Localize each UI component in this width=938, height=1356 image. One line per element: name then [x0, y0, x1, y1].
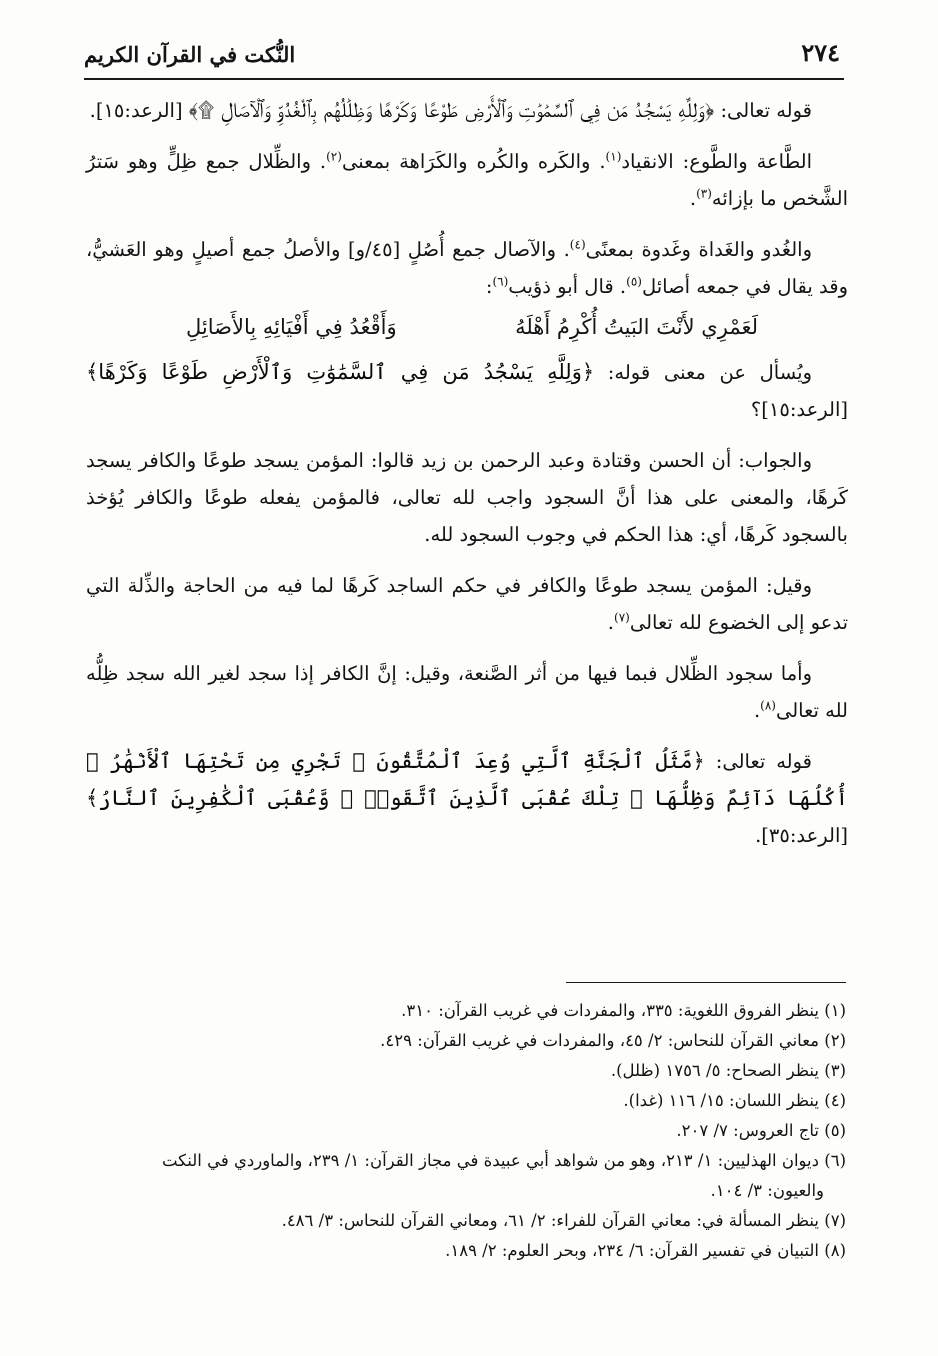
footnote-1: (١) ينظر الفروق اللغوية: ٣٣٥، والمفردات في غريب القرآن: ٣١٠. [401, 1001, 846, 1020]
footnote-6-continued: والعيون: ٣/ ١٠٤. [710, 1181, 824, 1200]
footnote-marker[interactable]: (٢) [326, 149, 342, 164]
paragraph-answer: والجواب: أن الحسن وقتادة وعبد الرحمن بن زيد قالوا: المؤمن يسجد طوعًا والكافر يسجد كَرهًا، والمعنى على هذا أنَّ السجود واجب لله تعالى، فالمؤمن يفعله طوعًا والكافر يُؤخذ بالسجود كَرهًا، أي: هذا الحكم في وجوب السجود لله. [86, 449, 848, 546]
verse-first-hemistich: لَعَمْرِي لأَنْتَ البَيتُ أُكْرِمُ أَهْلَهُ [515, 315, 758, 339]
footnote-4: (٤) ينظر اللسان: ١٥/ ١١٦ (غدا). [623, 1091, 846, 1110]
footnote-7: (٧) ينظر المسألة في: معاني القرآن للفراء: ٢/ ٦١، ومعاني القرآن للنحاس: ٣/ ٤٨٦. [281, 1211, 846, 1230]
paragraph-verse-15 [86, 92, 848, 129]
paragraph-definitions [86, 143, 848, 217]
lead-text: قوله تعالى: [704, 750, 812, 773]
lead-text: قوله تعالى: [714, 99, 812, 122]
citation: [الرعد:١٥]؟ [750, 398, 848, 421]
text-segment: : [485, 275, 493, 298]
footnote-3: (٣) ينظر الصحاح: ٥/ ١٧٥٦ (ظلل). [610, 1061, 846, 1080]
paragraph-alternative-1 [86, 567, 848, 641]
footnotes [86, 996, 846, 1266]
page-header [84, 36, 844, 80]
text-segment: وقيل: المؤمن يسجد طوعًا والكافر في حكم الساجد كَرهًا لما فيه من الحاجة والذِّلة التي تدعو إلى الخضوع لله تعالى [86, 574, 848, 634]
poetry-verse [86, 309, 848, 346]
citation: [الرعد:١٥]. [89, 99, 189, 122]
verse-second-hemistich: وَأَقْعُدُ فِي أَفْيَائِهِ بِالأَصَائِلِ [186, 315, 397, 339]
footnote-separator [566, 982, 846, 983]
paragraph-verse-35 [86, 743, 848, 854]
page-number: ٢٧٤ [801, 38, 840, 67]
text-segment: . [753, 699, 761, 722]
footnote-marker[interactable]: (٣) [696, 186, 712, 201]
text-segment: . [607, 611, 614, 634]
text-segment: . والكَره والكُره والكَرَاهة بمعنى [341, 150, 606, 173]
lead-text: ويُسأل عن معنى قوله: [594, 361, 812, 384]
text-segment: وأما سجود الظِّلال فبما فيها من أثر الصَّنعة، وقيل: إنَّ الكافر إذا سجد لغير الله سجد ظِلُّه لله تعالى [86, 662, 848, 722]
footnote-marker[interactable]: (٦) [492, 274, 509, 289]
paragraph-alternative-2 [86, 655, 848, 729]
paragraph-ghudu [86, 231, 848, 305]
footnote-8: (٨) التبيان في تفسير القرآن: ٦/ ٢٣٤، وبحر العلوم: ٢/ ١٨٩. [445, 1241, 846, 1260]
footnote-marker[interactable]: (٤) [569, 237, 586, 252]
quran-quote: ﴿مَّثَلُ ٱلْجَنَّةِ ٱلَّتِي وُعِدَ ٱلْمُتَّقُونَ ۖ تَجْرِي مِن تَحْتِهَا ٱلْأَنْهَٰرُ ۖ أُكُلُهَا دَآئِمٌ وَظِلُّهَا ۚ تِلْكَ عُقْبَى ٱلَّذِينَ ٱتَّقَوا۟ ۖ وَّعُقْبَى ٱلْكَٰفِرِينَ ٱلنَّارُ﴾ [86, 749, 848, 810]
footnote-6: (٦) ديوان الهذليين: ١/ ٢١٣، وهو من شواهد أبي عبيدة في مجاز القرآن: ١/ ٢٣٩، والماوردي في النكت [161, 1151, 846, 1170]
text-segment: والغُدو والغَداة وغَدوة بمعنًى [585, 238, 812, 261]
footnote-marker[interactable]: (٨) [760, 698, 776, 713]
text-segment: الطَّاعة والطَّوع: الانقياد [621, 150, 812, 173]
footnote-marker[interactable]: (٥) [626, 274, 642, 289]
footnote-5: (٥) تاج العروس: ٧/ ٢٠٧. [676, 1121, 846, 1140]
text-segment: . [689, 187, 697, 210]
footnote-marker[interactable]: (١) [605, 149, 622, 164]
quran-quote: ﴿وَلِلَّهِ يَسْجُدُ مَن فِي ٱلسَّمَٰوَٰتِ وَٱلْأَرْضِ طَوْعًا وَكَرْهًا وَظِلَٰلُهُم بِٱلْغُدُوِّ وَٱلْآصَالِ ۩﴾ [188, 98, 715, 122]
running-title: النُّكت في القرآن الكريم [84, 42, 296, 67]
paragraph-question [86, 354, 848, 428]
text-segment: . والآصال جمع أُصُلٍ [٤٥/و] والأصلُ جمع أصيلٍ وهو العَشيُّ، وقد يقال في جمعه أصائل [86, 238, 848, 298]
citation: [الرعد:٣٥]. [755, 824, 848, 847]
footnote-2: (٢) معاني القرآن للنحاس: ٢/ ٤٥، والمفردات في غريب القرآن: ٤٢٩. [380, 1031, 846, 1050]
text-segment: . والظِّلال جمع ظِلٍّ وهو سَترُ الشَّخص ما بإزائه [86, 150, 848, 210]
footnote-marker[interactable]: (٧) [614, 610, 630, 625]
quran-quote: ﴿وَلِلَّهِ يَسْجُدُ مَن فِي ٱلسَّمَٰوَٰتِ وَٱلْأَرْضِ طَوْعًا وَكَرْهًا﴾ [86, 360, 595, 384]
main-text [86, 92, 848, 868]
text-segment: . قال أبو ذؤيب [508, 275, 627, 298]
